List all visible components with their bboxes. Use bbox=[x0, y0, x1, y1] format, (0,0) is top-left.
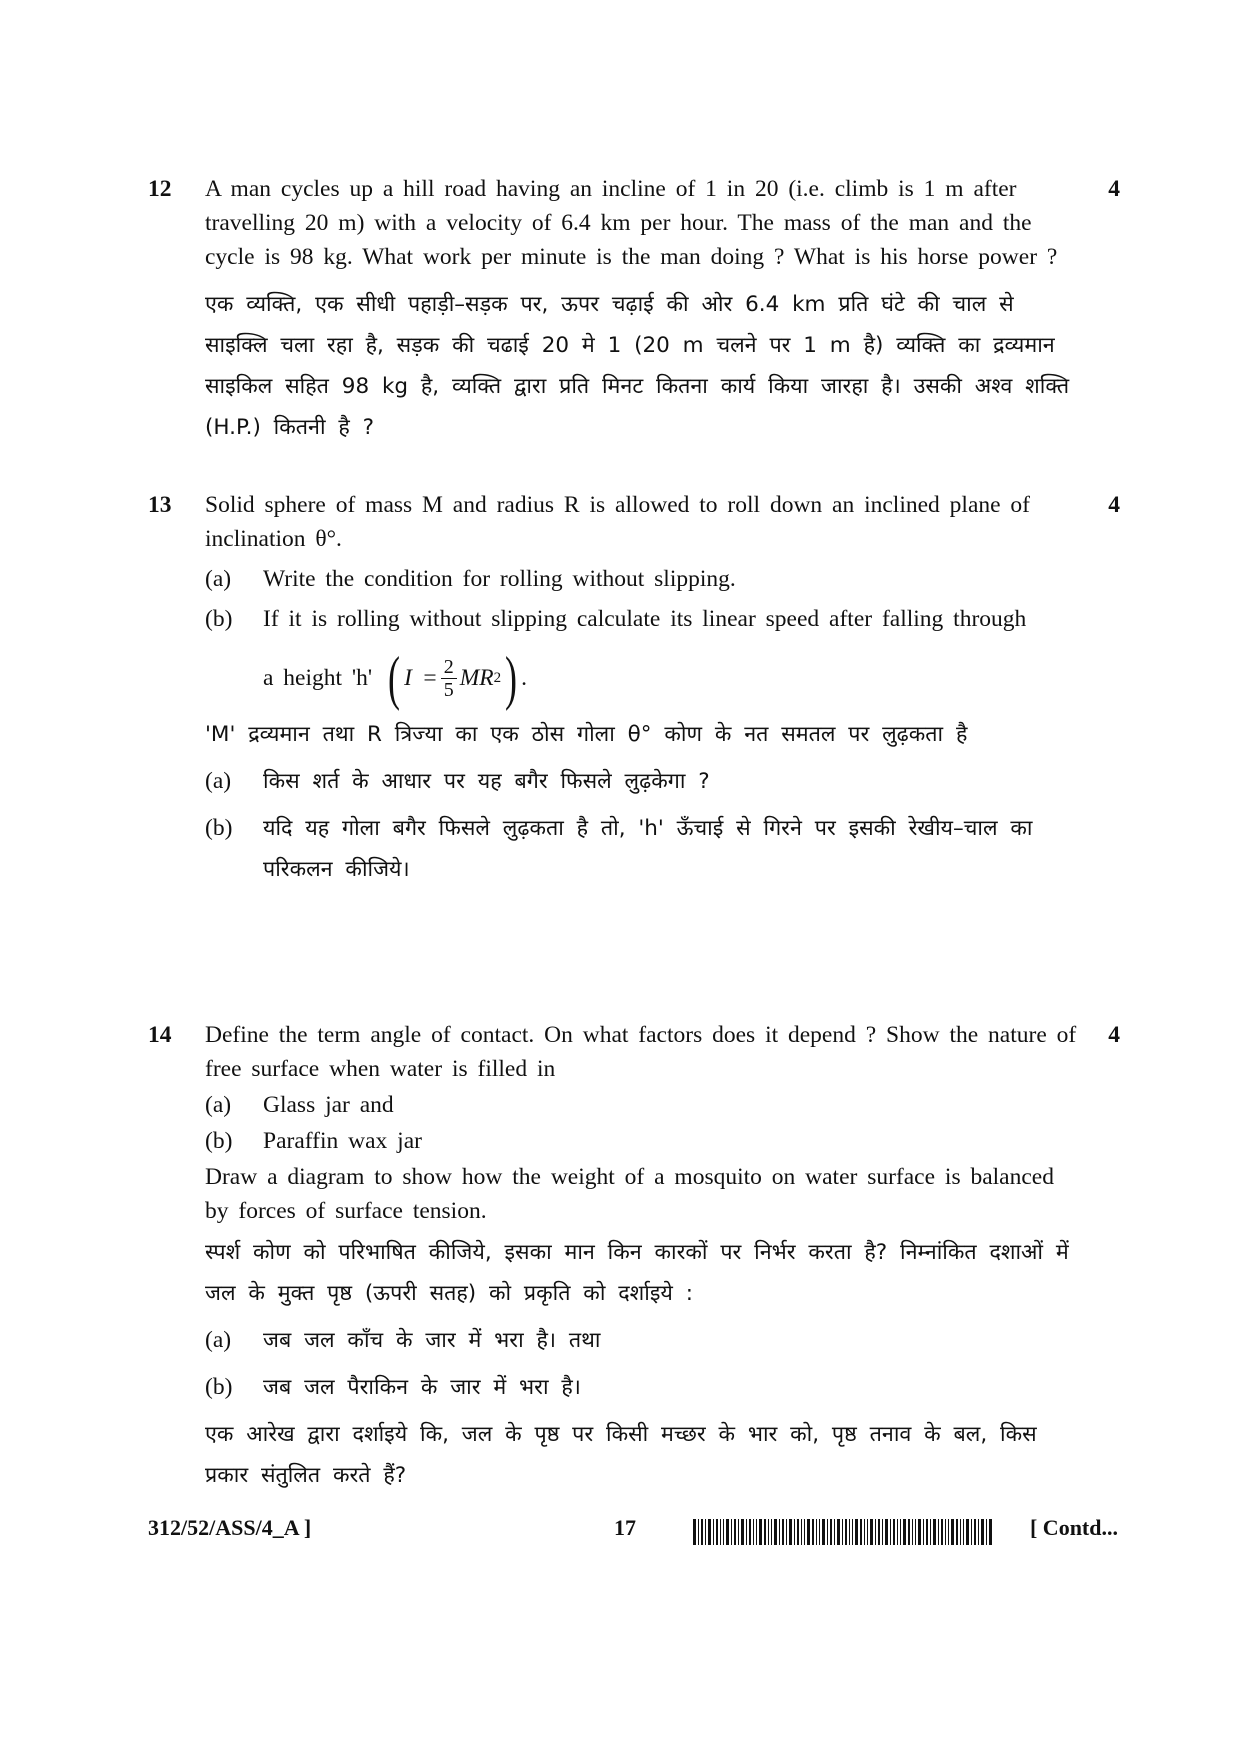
left-paren-icon: ( bbox=[388, 645, 401, 711]
hindi-intro: 'M' द्रव्यमान तथा R त्रिज्या का एक ठोस गोला θ° कोण के नत समतल पर लुढ़कता है bbox=[205, 722, 968, 747]
sub-question-label: (a) bbox=[205, 566, 232, 592]
sub-question bbox=[205, 602, 1085, 636]
fraction bbox=[441, 656, 457, 701]
formula-rhs: MR bbox=[459, 665, 494, 691]
formula-lead: a height 'h' bbox=[263, 665, 373, 691]
formula-line bbox=[263, 645, 1085, 711]
sub-question-label: (a) bbox=[205, 1327, 232, 1353]
right-paren-icon: ) bbox=[505, 645, 518, 711]
question-number: 13 bbox=[148, 492, 172, 518]
hindi-intro: स्पर्श कोण को परिभाषित कीजिये, इसका मान किन कारकों पर निर्भर करता है? निम्नांकित दशाओं में जल के मुक्त पृष्ठ (ऊपरी सतह) को प्रकृति को दर्शाइये : bbox=[205, 1240, 1069, 1306]
barcode-icon bbox=[693, 1519, 993, 1545]
marks: 4 bbox=[1108, 176, 1120, 202]
sub-question-label: (b) bbox=[205, 606, 233, 632]
continued-label: [ Contd... bbox=[1029, 1515, 1118, 1540]
question-text-hindi bbox=[205, 714, 1085, 890]
sub-question-hindi bbox=[205, 761, 1085, 802]
sub-question-text: Write the condition for rolling without slipping. bbox=[263, 566, 736, 592]
paper-code: 312/52/ASS/4_A ] bbox=[148, 1515, 312, 1540]
sub-question bbox=[205, 562, 1085, 596]
sub-question-label: (b) bbox=[205, 1128, 233, 1154]
fraction-numerator: 2 bbox=[443, 655, 454, 678]
sub-question bbox=[205, 1088, 1085, 1122]
question-text-english-2: Draw a diagram to show how the weight of a mosquito on water surface is balanced by forces of surface tension. bbox=[205, 1164, 1054, 1224]
sub-question-text: Glass jar and bbox=[263, 1092, 394, 1118]
question-text-english: Solid sphere of mass M and radius R is allowed to roll down an inclined plane of inclination θ°. bbox=[205, 492, 1031, 552]
sub-question-hindi bbox=[205, 808, 1085, 890]
moment-of-inertia-formula: ( I = $\frac{2}{5}$ MR 2 ) . bbox=[388, 645, 527, 711]
sub-question-label: (a) bbox=[205, 1092, 232, 1118]
sub-question-text: किस शर्त के आधार पर यह बगैर फिसले लुढ़केगा ? bbox=[263, 769, 710, 794]
question-text-hindi: एक व्यक्ति, एक सीधी पहाड़ी–सड़क पर, ऊपर चढ़ाई की ओर 6.4 km प्रति घंटे की चाल से साइक्लि चला रहा है, सड़क की चढाई 20 मे 1 (20 m चलने पर 1 m है) व्यक्ति का द्रव्यमान साइकिल सहित 98 kg है, व्यक्ति द्वारा प्रति मिनट कितना कार्य किया जारहा है। उसकी अश्व शक्ति (H.P.) कितनी है ? bbox=[205, 292, 1070, 440]
question-12 bbox=[148, 172, 1128, 448]
sub-question-hindi bbox=[205, 1320, 1085, 1361]
formula-lhs: I = bbox=[404, 665, 438, 691]
question-number: 14 bbox=[148, 1022, 172, 1048]
page-number: 17 bbox=[614, 1515, 636, 1540]
question-number: 12 bbox=[148, 176, 172, 202]
sub-question-text: जब जल काँच के जार में भरा है। तथा bbox=[263, 1328, 601, 1353]
sub-question bbox=[205, 1124, 1085, 1158]
marks: 4 bbox=[1108, 492, 1120, 518]
fraction-denominator: 5 bbox=[443, 678, 454, 701]
question-text-english: Define the term angle of contact. On what factors does it depend ? Show the nature of free surface when water is filled in bbox=[205, 1022, 1077, 1082]
formula-exponent: 2 bbox=[493, 670, 502, 686]
hindi-text-2: एक आरेख द्वारा दर्शाइये कि, जल के पृष्ठ पर किसी मच्छर के भार को, पृष्ठ तनाव के बल, किस प्रकार संतुलित करते हैं? bbox=[205, 1422, 1037, 1488]
sub-question-text: Paraffin wax jar bbox=[263, 1128, 422, 1154]
sub-question-hindi bbox=[205, 1367, 1085, 1408]
question-13 bbox=[148, 488, 1128, 890]
question-text-hindi bbox=[205, 1232, 1085, 1496]
marks: 4 bbox=[1108, 1022, 1120, 1048]
sub-question-label: (b) bbox=[205, 815, 233, 841]
page-footer bbox=[148, 1515, 1118, 1555]
sub-question-label: (b) bbox=[205, 1374, 233, 1400]
sub-question-text: If it is rolling without slipping calculate its linear speed after falling through bbox=[263, 606, 1027, 632]
question-text-english: A man cycles up a hill road having an incline of 1 in 20 (i.e. climb is 1 m after travelling 20 m) with a velocity of 6.4 km per hour. The mass of the man and the cycle is 98 kg. What work per minute is the man doing ? What is his horse power ? bbox=[205, 176, 1058, 270]
sub-question-text: जब जल पैराकिन के जार में भरा है। bbox=[263, 1375, 581, 1400]
question-14 bbox=[148, 1018, 1128, 1496]
sub-question-label: (a) bbox=[205, 768, 232, 794]
sub-question-text: यदि यह गोला बगैर फिसले लुढ़कता है तो, 'h' ऊँचाई से गिरने पर इसकी रेखीय–चाल का परिकलन कीजिये। bbox=[263, 816, 1033, 882]
